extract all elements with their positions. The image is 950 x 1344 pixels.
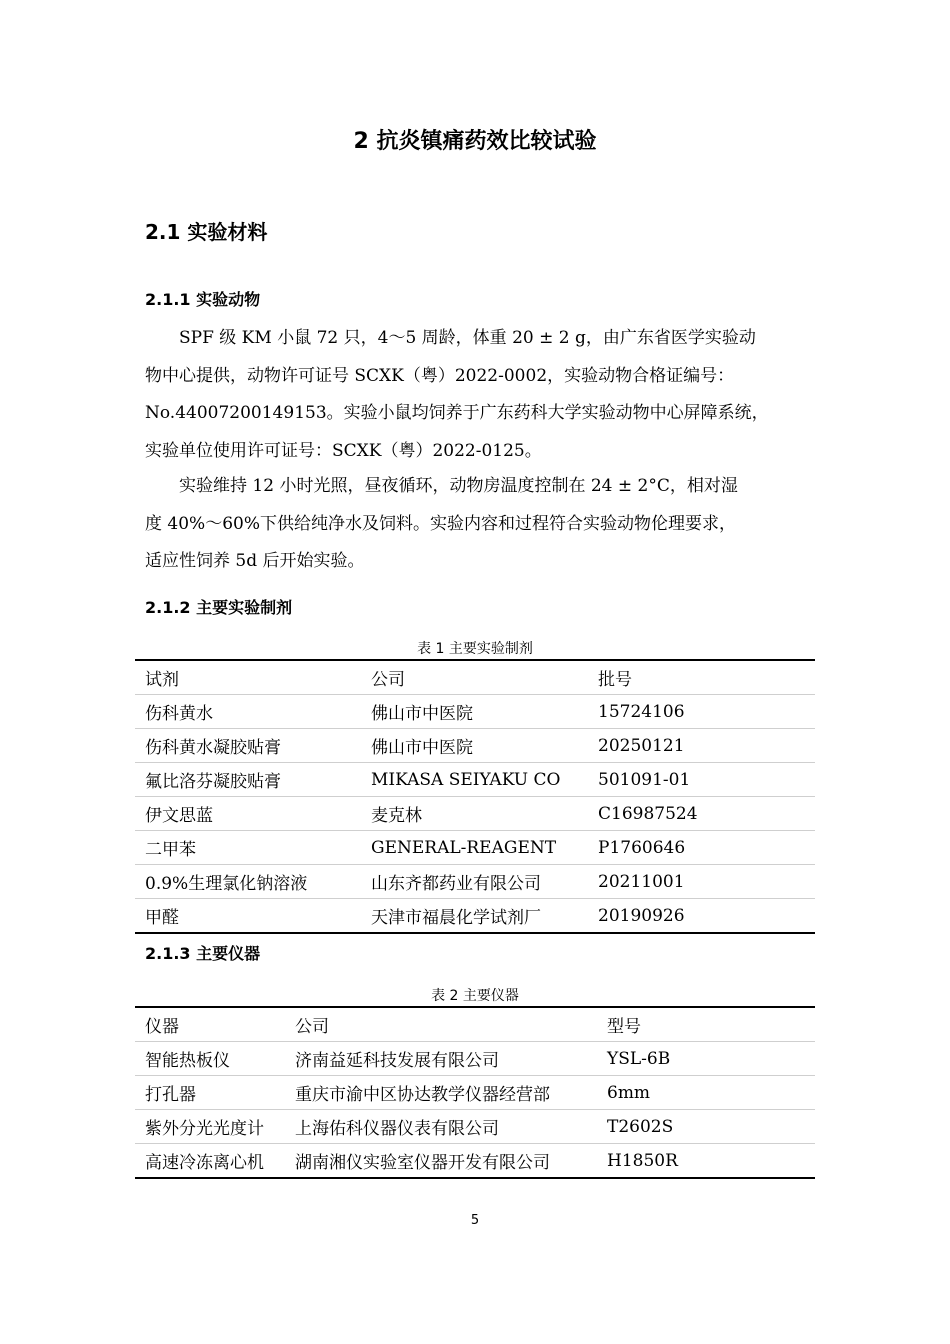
reagent-name-cell: 伤科黄水 bbox=[135, 695, 361, 729]
company-cell: 佛山市中医院 bbox=[361, 729, 588, 763]
table-header-row bbox=[135, 1007, 815, 1042]
company-cell: 天津市福晨化学试剂厂 bbox=[361, 899, 588, 934]
batch-number-cell: P1760646 bbox=[588, 831, 815, 865]
model-cell: H1850R bbox=[597, 1144, 815, 1179]
table-row bbox=[135, 729, 815, 763]
company-cell: GENERAL-REAGENT bbox=[361, 831, 588, 865]
text-line: 实验单位使用许可证号：SCXK（粤）2022-0125。 bbox=[145, 440, 542, 461]
table-row bbox=[135, 899, 815, 934]
batch-number-cell: 20250121 bbox=[588, 729, 815, 763]
company-cell: 济南益延科技发展有限公司 bbox=[285, 1042, 597, 1076]
reagent-name-cell: 甲醛 bbox=[135, 899, 361, 934]
batch-number-cell: 15724106 bbox=[588, 695, 815, 729]
table-row bbox=[135, 695, 815, 729]
text-line: 适应性饲养 5d 后开始实验。 bbox=[145, 551, 365, 571]
company-cell: 麦克林 bbox=[361, 797, 588, 831]
model-cell: T2602S bbox=[597, 1110, 815, 1144]
batch-number-cell: 501091-01 bbox=[588, 763, 815, 797]
reagent-name-cell: 伊文思蓝 bbox=[135, 797, 361, 831]
table-1-caption: 表 1 主要实验制剂 bbox=[417, 641, 533, 657]
header-cell: 仪器 bbox=[135, 1007, 285, 1042]
instrument-name-cell: 高速冷冻离心机 bbox=[135, 1144, 285, 1179]
table-row bbox=[135, 865, 815, 899]
table-row bbox=[135, 763, 815, 797]
company-cell: 湖南湘仪实验室仪器开发有限公司 bbox=[285, 1144, 597, 1179]
table-header-row bbox=[135, 660, 815, 695]
header-cell: 批号 bbox=[588, 660, 815, 695]
company-cell: 重庆市渝中区协达教学仪器经营部 bbox=[285, 1076, 597, 1110]
company-cell: MIKASA SEIYAKU CO bbox=[361, 763, 588, 797]
instrument-name-cell: 智能热板仪 bbox=[135, 1042, 285, 1076]
instrument-name-cell: 紫外分光光度计 bbox=[135, 1110, 285, 1144]
chapter-title: 2 抗炎镇痛药效比较试验 bbox=[353, 129, 597, 154]
company-cell: 上海佑科仪器仪表有限公司 bbox=[285, 1110, 597, 1144]
header-cell: 试剂 bbox=[135, 660, 361, 695]
table-row bbox=[135, 1042, 815, 1076]
instrument-name-cell: 打孔器 bbox=[135, 1076, 285, 1110]
company-cell: 佛山市中医院 bbox=[361, 695, 588, 729]
table-2-caption: 表 2 主要仪器 bbox=[431, 988, 519, 1004]
reagent-name-cell: 二甲苯 bbox=[135, 831, 361, 865]
instruments-table bbox=[135, 1006, 815, 1179]
reagent-name-cell: 氟比洛芬凝胶贴膏 bbox=[135, 763, 361, 797]
batch-number-cell: 20190926 bbox=[588, 899, 815, 934]
text-line: No.44007200149153。实验小鼠均饲养于广东药科大学实验动物中心屏障系统， bbox=[145, 403, 769, 423]
batch-number-cell: C16987524 bbox=[588, 797, 815, 831]
header-cell: 型号 bbox=[597, 1007, 815, 1042]
table-row bbox=[135, 1076, 815, 1110]
table-row bbox=[135, 797, 815, 831]
text-line: SPF 级 KM 小鼠 72 只，4～5 周龄，体重 20 ± 2 g，由广东省医学实验动 bbox=[145, 328, 756, 348]
table-row bbox=[135, 831, 815, 865]
reagents-table bbox=[135, 659, 815, 934]
header-cell: 公司 bbox=[285, 1007, 597, 1042]
company-cell: 山东齐都药业有限公司 bbox=[361, 865, 588, 899]
text-line: 实验维持 12 小时光照，昼夜循环，动物房温度控制在 24 ± 2°C，相对湿 bbox=[145, 476, 738, 496]
subsection-title-animals: 2.1.1 实验动物 bbox=[145, 290, 261, 309]
subsection-title-reagents: 2.1.2 主要实验制剂 bbox=[145, 598, 293, 617]
table-row bbox=[135, 1144, 815, 1179]
model-cell: YSL-6B bbox=[597, 1042, 815, 1076]
header-cell: 公司 bbox=[361, 660, 588, 695]
subsection-title-instruments: 2.1.3 主要仪器 bbox=[145, 944, 261, 963]
animals-paragraph-2 bbox=[145, 468, 805, 581]
reagent-name-cell: 0.9%生理氯化钠溶液 bbox=[135, 865, 361, 899]
page-number: 5 bbox=[470, 1213, 480, 1228]
section-title: 2.1 实验材料 bbox=[145, 220, 268, 244]
reagent-name-cell: 伤科黄水凝胶贴膏 bbox=[135, 729, 361, 763]
text-line: 度 40%～60%下供给纯净水及饲料。实验内容和过程符合实验动物伦理要求， bbox=[145, 513, 736, 534]
batch-number-cell: 20211001 bbox=[588, 865, 815, 899]
table-row bbox=[135, 1110, 815, 1144]
model-cell: 6mm bbox=[597, 1076, 815, 1110]
text-line: 物中心提供，动物许可证号 SCXK（粤）2022-0002，实验动物合格证编号： bbox=[145, 365, 735, 386]
animals-paragraph-1 bbox=[145, 320, 805, 470]
